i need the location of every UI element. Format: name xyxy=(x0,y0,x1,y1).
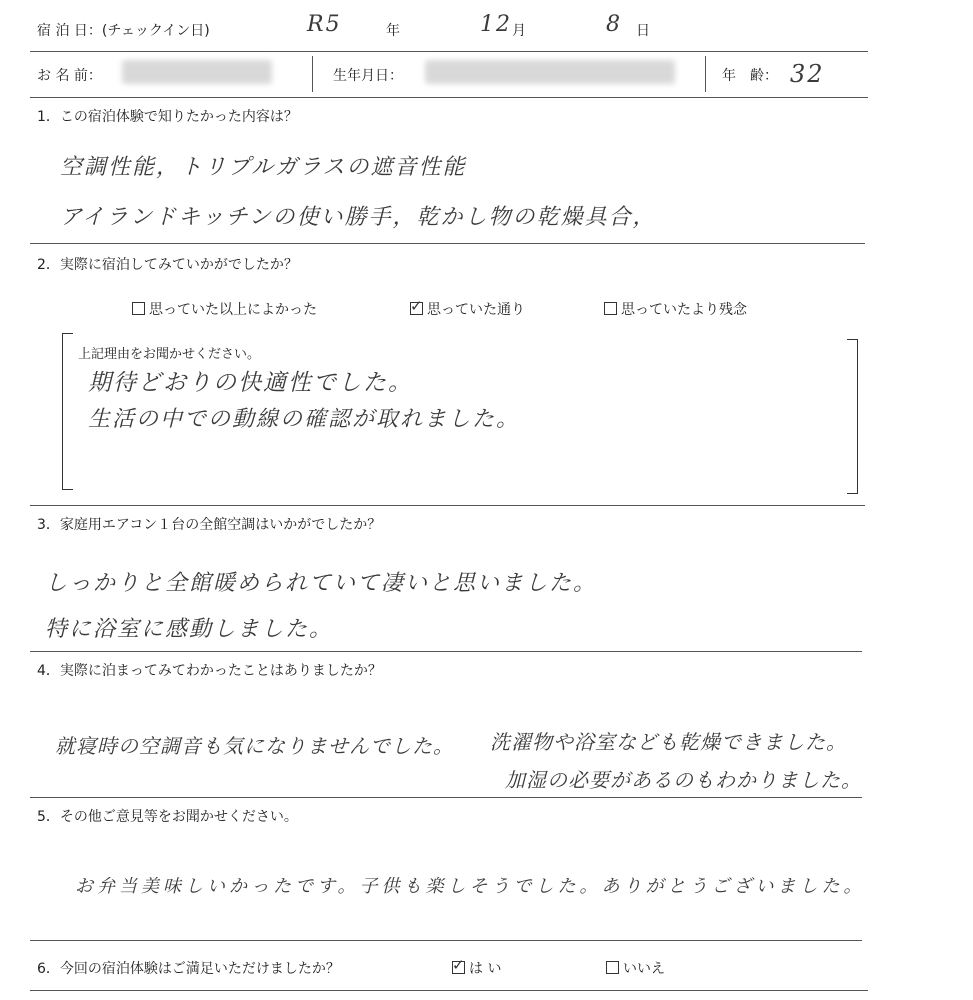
option-label: いいえ xyxy=(623,961,665,977)
answer-4-line-2: 加湿の必要があるのもわかりました。 xyxy=(505,768,862,792)
question-2: 2．実際に宿泊してみていかがでしたか？ xyxy=(37,257,298,273)
option-label: 思っていた通り xyxy=(427,302,525,318)
redacted-birth-date xyxy=(425,60,675,84)
checkbox[interactable] xyxy=(606,961,619,974)
option-as-expected[interactable] xyxy=(410,299,525,319)
age-label: 年 齢： xyxy=(722,68,778,84)
divider xyxy=(30,243,865,244)
divider xyxy=(312,56,313,92)
divider xyxy=(30,940,862,941)
divider xyxy=(30,505,865,506)
reason-line-2: 生活の中での動線の確認が取れました。 xyxy=(88,407,521,432)
option-no[interactable] xyxy=(606,958,665,978)
divider xyxy=(30,51,868,52)
answer-3-line-2: 特に浴室に感動しました。 xyxy=(45,617,334,642)
option-label: は い xyxy=(469,961,502,977)
day-value: 8 xyxy=(606,12,622,37)
divider xyxy=(705,56,706,92)
checkmark-icon: ✓ xyxy=(452,956,465,974)
question-1: 1．この宿泊体験で知りたかった内容は？ xyxy=(37,109,298,125)
answer-3-line-1: しっかりと全館暖められていて凄いと思いました。 xyxy=(45,571,598,596)
era-year-value: R5 xyxy=(307,12,342,37)
option-worse-than-expected[interactable] xyxy=(604,299,747,319)
question-3: 3．家庭用エアコン１台の全館空調はいかがでしたか？ xyxy=(37,517,382,533)
question-6: 6．今回の宿泊体験はご満足いただけましたか？ xyxy=(37,961,340,977)
divider xyxy=(30,797,862,798)
reason-box-left-bracket xyxy=(62,333,73,490)
option-yes[interactable] xyxy=(452,958,501,978)
answer-4-line-1a: 就寝時の空調音も気になりませんでした。 xyxy=(55,734,454,758)
option-better-than-expected[interactable] xyxy=(132,299,317,319)
divider xyxy=(30,97,868,98)
checkbox-checked[interactable] xyxy=(410,297,423,315)
checkmark-icon: ✓ xyxy=(410,297,423,315)
divider xyxy=(30,990,868,991)
question-5: 5．その他ご意見等をお聞かせください。 xyxy=(37,809,298,825)
redacted-name xyxy=(122,60,272,84)
checkbox[interactable] xyxy=(132,302,145,315)
option-label: 思っていたより残念 xyxy=(621,302,747,318)
checkbox-checked[interactable] xyxy=(452,956,465,974)
reason-box-right-bracket xyxy=(847,339,858,494)
birth-date-label: 生年月日： xyxy=(333,68,403,84)
reason-label: 上記理由をお聞かせください。 xyxy=(78,347,261,362)
option-label: 思っていた以上によかった xyxy=(149,302,317,318)
divider xyxy=(30,651,862,652)
question-4: 4．実際に泊まってみてわかったことはありましたか？ xyxy=(37,663,382,679)
checkbox[interactable] xyxy=(604,302,617,315)
month-label: 月 xyxy=(512,23,526,39)
stay-date-label: 宿 泊 日：(チェックイン日) xyxy=(37,23,210,39)
answer-4-line-1b: 洗濯物や浴室なども乾燥できました。 xyxy=(490,730,847,754)
answer-5-line-1: お弁当美味しいかったです。子供も楽しそうでした。ありがとうございました。 xyxy=(75,876,866,897)
name-label: お 名 前： xyxy=(37,68,102,84)
age-value: 32 xyxy=(790,60,825,88)
month-value: 12 xyxy=(480,12,512,37)
answer-1-line-1: 空調性能，トリプルガラスの遮音性能 xyxy=(60,155,467,180)
reason-line-1: 期待どおりの快適性でした。 xyxy=(88,370,413,396)
day-label: 日 xyxy=(636,23,650,39)
year-label: 年 xyxy=(386,23,400,39)
answer-1-line-2: アイランドキッチンの使い勝手，乾かし物の乾燥具合， xyxy=(60,205,657,230)
